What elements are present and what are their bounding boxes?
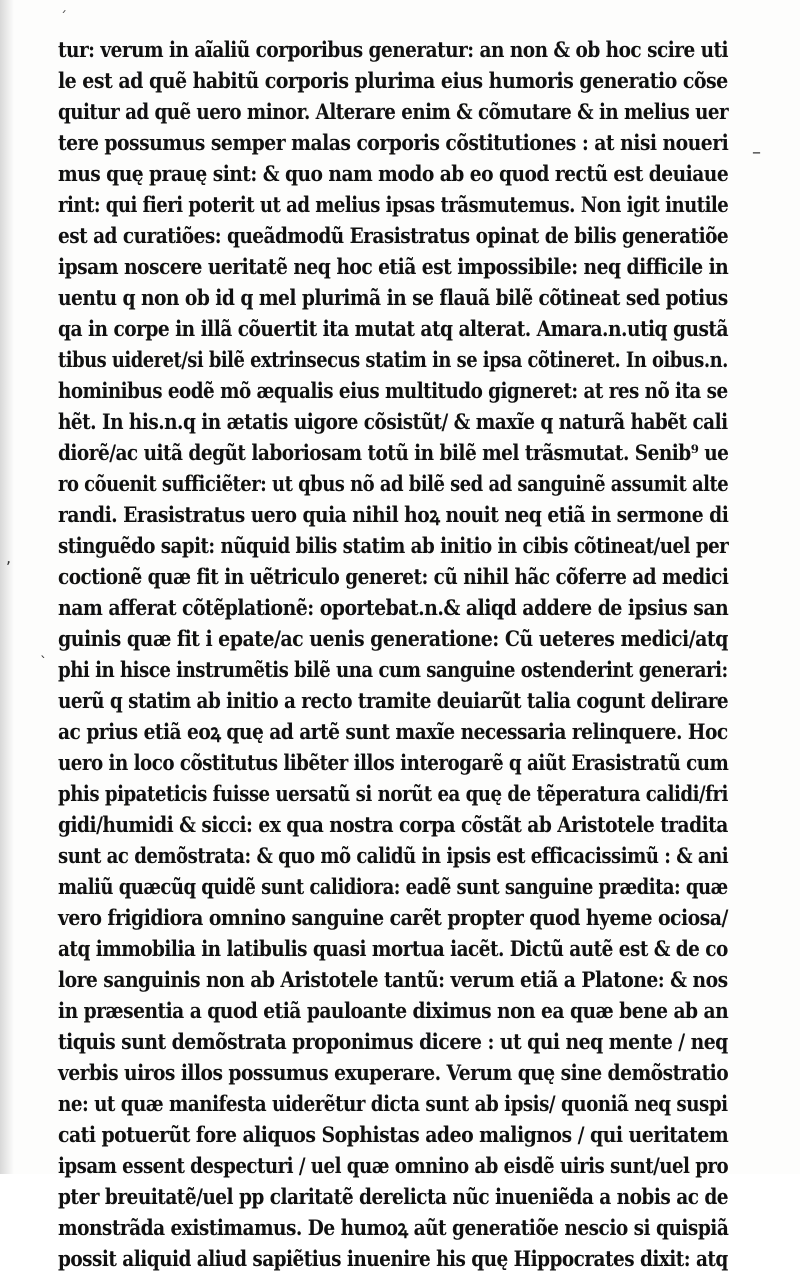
text-line: diorẽ/ac uitã degũt laboriosam totũ in bilẽ mel trãsmutat. Senib⁹ ue (58, 440, 729, 465)
text-line: cati potuerũt fore aliquos Sophistas adeo malignos / qui ueritatem (58, 1122, 729, 1147)
text-line: verbis uiros illos possumus exuperare. Verum quę sine demõstratio (58, 1060, 729, 1085)
text-line: tiquis sunt demõstrata proponimus dicere : ut qui neq mente / neq (58, 1029, 728, 1054)
text-line: phi in hisce instrumẽtis bilẽ una cum sanguine ostenderint generari: (58, 657, 728, 682)
text-line: phis pipateticis fuisse uersatũ si norũt ea quę de tẽperatura calidi/fri (58, 781, 728, 806)
text-line: gidi/humidi & sicci: ex qua nostra corpa cõstãt ab Aristotele tradita (58, 812, 728, 837)
text-line: tur: verum in aĩaliũ corporibus generatur: an non & ob hoc scire uti (58, 37, 729, 62)
margin-mark: ˋ (40, 655, 47, 671)
text-line: uerũ q statim ab initio a recto tramite deuiarũt talia cogunt delirare (58, 688, 729, 713)
text-line: nam afferat cõtẽplationẽ: oportebat.n.& aliqd addere de ipsius san (58, 595, 729, 620)
text-line: in præsentia a quod etiã pauloante diximus non ea quæ bene ab an (58, 998, 729, 1023)
text-line: monstrãda existimamus. De humoꝝ aũt generatiõe nescio si quispiã (58, 1215, 729, 1240)
text-line: ac prius etiã eoꝝ quę ad artẽ sunt maxĩe necessaria relinquere. Hoc (58, 719, 728, 744)
text-line: est ad curatiões: queãdmodũ Erasistratus opinat de bilis generatiõe (58, 223, 729, 248)
text-line: le est ad quẽ habitũ corporis plurima eius humoris generatio cõse (58, 68, 728, 93)
text-line: ipsam noscere ueritatẽ neq hoc etiã est impossibile: neq difficile in (58, 254, 729, 279)
text-line: sunt ac demõstrata: & quo mõ calidũ in ipsis est efficacissimũ : & ani (58, 843, 729, 868)
text-line: uentu q non ob id q mel plurimã in se flauã bilẽ cõtineat sed potius (58, 285, 728, 310)
margin-mark: , (6, 548, 12, 567)
text-line: tibus uideret/si bilẽ extrinsecus statim in se ipsa cõtineret. In oibus.n. (58, 347, 728, 372)
text-line: coctionẽ quæ fit in uẽtriculo generet: cũ nihil hãc cõferre ad medici (58, 564, 729, 589)
printed-text-block (58, 34, 728, 1274)
text-line: ipsam essent despecturi / uel quæ omnino ab eisdẽ uiris sunt/uel pro (58, 1153, 729, 1178)
margin-mark: ˊ (60, 10, 67, 26)
text-line: maliũ quæcũq quidẽ sunt calidiora: eadẽ sunt sanguine prædita: quæ (58, 874, 728, 899)
text-line: tere possumus semper malas corporis cõstitutiones : at nisi noueri (58, 130, 729, 155)
text-line: hẽt. In his.n.q in ætatis uigore cõsistũt/ & maxĩe q naturã habẽt cali (58, 409, 728, 434)
text-line: randi. Erasistratus uero quia nihil hoꝝ nouit neq etiã in sermone di (58, 502, 729, 527)
text-line: rint: qui fieri poterit ut ad melius ipsas trãsmutemus. Non igit inutile (58, 192, 729, 217)
text-line: ro cõuenit sufficiẽter: ut qbus nõ ad bilẽ sed ad sanguinẽ assumit alte (58, 471, 729, 496)
text-line: vero frigidiora omnino sanguine carẽt propter quod hyeme ociosa/ (58, 905, 728, 930)
text-line: quitur ad quẽ uero minor. Alterare enim & cõmutare & in melius uer (58, 99, 729, 124)
text-line: mus quę prauę sint: & quo nam modo ab eo quod rectũ est deuiaue (58, 161, 729, 186)
text-line: uero in loco cõstitutus libẽter illos interogarẽ q aiũt Erasistratũ cum (58, 750, 729, 775)
text-line: ne: ut quæ manifesta uiderẽtur dicta sunt ab ipsis/ quoniã neq suspi (58, 1091, 728, 1116)
text-line: guinis quæ fit i epate/ac uenis generatione: Cũ ueteres medici/atq (58, 626, 728, 651)
page-edge-shadow (0, 0, 14, 1174)
text-line: pter breuitatẽ/uel pp claritatẽ derelicta nũc inueniẽda a nobis ac de (58, 1184, 729, 1209)
text-line: atq immobilia in latibulis quasi mortua iacẽt. Dictũ autẽ est & de co (58, 936, 728, 961)
margin-mark: – (752, 142, 761, 163)
text-line: lore sanguinis non ab Aristotele tantũ: verum etiã a Platone: & nos (58, 967, 728, 992)
text-line: possit aliquid aliud sapiẽtius inuenire his quę Hippocrates dixit: atq (58, 1246, 728, 1271)
text-line: stinguẽdo sapit: nũquid bilis statim ab initio in cibis cõtineat/uel per (58, 533, 729, 558)
text-line: hominibus eodẽ mõ æqualis eius multitudo gigneret: at res nõ ita se (58, 378, 728, 403)
text-line: qa in corpe in illã cõuertit ita mutat atq alterat. Amara.n.utiq gustã (58, 316, 729, 341)
